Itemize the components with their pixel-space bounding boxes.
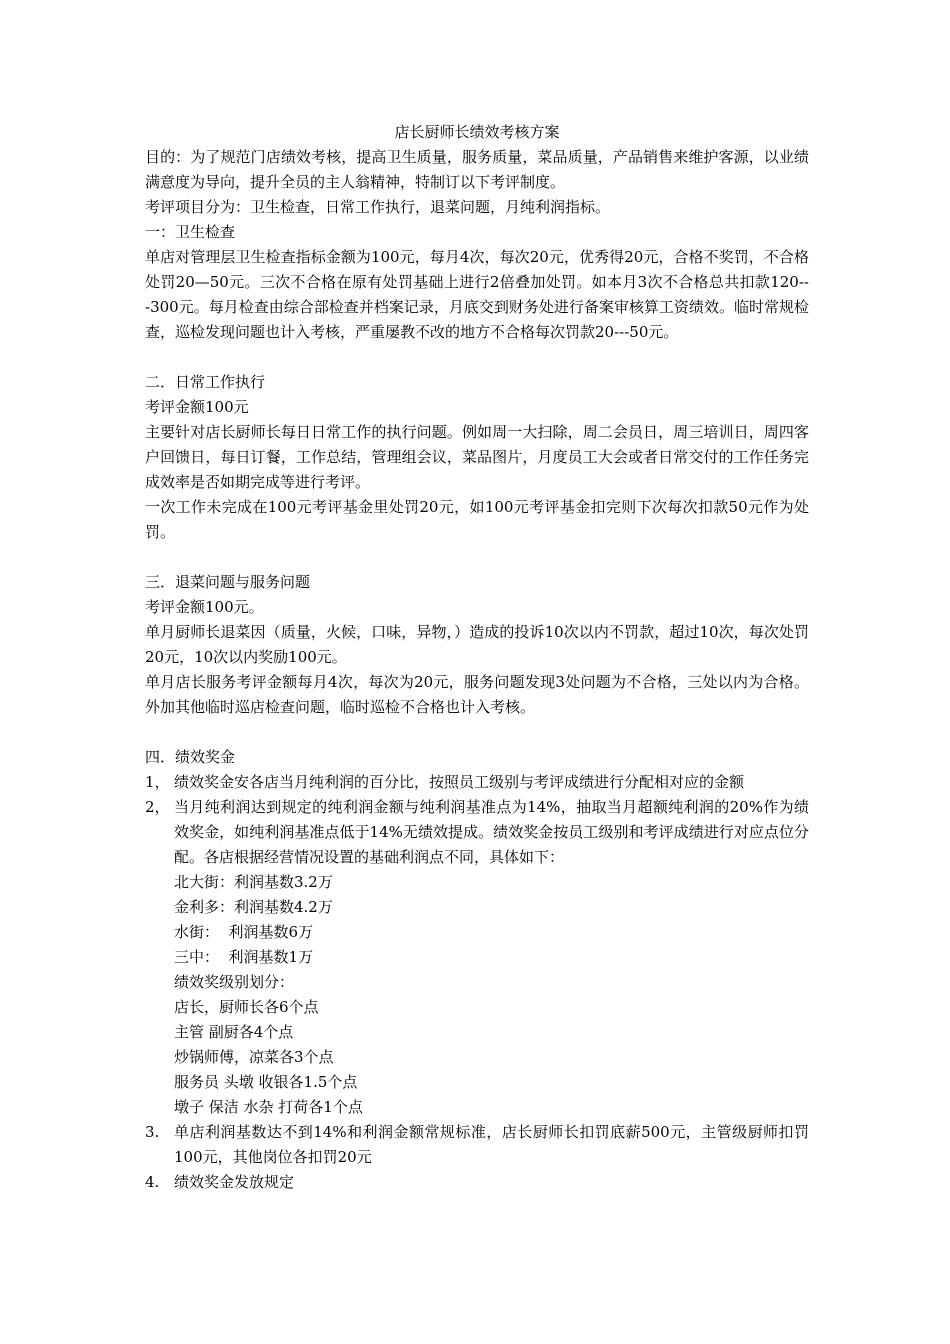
list-text: 当月纯利润达到规定的纯利润金额与纯利润基准点为14%，抽取当月超额纯利润的20%作为绩效奖金，如纯利润基准点低于14%无绩效提成。绩效奖金按员工级别和考评成绩进行对应点位分配。各店根据经营情况设置的基础利润点不同，具体如下：	[174, 798, 809, 866]
level-line: 主管 副厨各4个点	[174, 1023, 294, 1041]
section-2-heading: 二．日常工作执行	[145, 373, 266, 391]
store-line: 金利多：利润基数4.2万	[174, 898, 333, 916]
section-1-body: 单店对管理层卫生检查指标金额为100元，每月4次，每次20元，优秀得20元，合格不奖罚，不合格处罚20—50元。三次不合格在原有处罚基础上进行2倍叠加处罚。如本月3次不合格总共扣款120---300元。每月检查由综合部检查并档案记录，月底交到财务处进行备案审核算工资绩效。临时常规检查，巡检发现问题也计入考核，严重屡教不改的地方不合格每次罚款20---50元。	[145, 248, 809, 341]
level-line: 服务员 头墩 收银各1.5个点	[174, 1073, 358, 1091]
store-line: 水街： 利润基数6万	[174, 923, 314, 941]
list-text: 绩效奖金发放规定	[174, 1173, 295, 1191]
purpose-paragraph: 目的：为了规范门店绩效考核，提高卫生质量，服务质量，菜品质量，产品销售来维护客源，以业绩满意度为导向，提升全员的主人翁精神，特制订以下考评制度。	[145, 148, 809, 191]
section-2-body-1: 主要针对店长厨师长每日日常工作的执行问题。例如周一大扫除，周二会员日，周三培训日，周四客户回馈日，每日订餐，工作总结，管理组会议，菜品图片，月度员工大会或者日常交付的工作任务完成效率是否如期完成等进行考评。	[145, 423, 809, 491]
section-2-body-2: 一次工作未完成在100元考评基金里处罚20元，如100元考评基金扣完则下次每次扣款50元作为处罚。	[145, 498, 809, 541]
list-number: 3.	[145, 1123, 160, 1141]
spacer	[145, 545, 809, 570]
list-item	[145, 1120, 809, 1170]
document-title: 店长厨师长绩效考核方案	[394, 123, 560, 141]
list-number: 2，	[145, 798, 170, 816]
level-line: 店长，厨师长各6个点	[174, 998, 319, 1016]
level-line: 墩子 保洁 水杂 打荷各1个点	[174, 1098, 363, 1116]
section-3-heading: 三．退菜问题与服务问题	[145, 573, 311, 591]
list-text: 绩效奖金安各店当月纯利润的百分比，按照员工级别与考评成绩进行分配相对应的金额	[174, 773, 745, 791]
list-item	[145, 770, 809, 795]
section-4-heading: 四．绩效奖金	[145, 748, 236, 766]
document-body	[145, 120, 809, 1195]
list-item	[145, 795, 809, 870]
store-line: 三中： 利润基数1万	[174, 948, 314, 966]
store-line: 北大街：利润基数3.2万	[174, 873, 333, 891]
list-item	[145, 1170, 809, 1195]
section-1-heading: 一：卫生检查	[145, 223, 236, 241]
section-3-amount: 考评金额100元。	[145, 598, 264, 616]
section-2-amount: 考评金额100元	[145, 398, 249, 416]
list-text: 单店利润基数达不到14%和利润金额常规标准，店长厨师长扣罚底薪500元，主管级厨师扣罚100元，其他岗位各扣罚20元	[174, 1123, 809, 1166]
spacer	[145, 720, 809, 745]
section-3-body-2: 单月店长服务考评金额每月4次，每次为20元，服务问题发现3处问题为不合格，三处以内为合格。外加其他临时巡店检查问题，临时巡检不合格也计入考核。	[145, 673, 809, 716]
spacer	[145, 345, 809, 370]
items-paragraph: 考评项目分为：卫生检查，日常工作执行，退菜问题，月纯利润指标。	[145, 198, 611, 216]
level-line: 炒锅师傅，凉菜各3个点	[174, 1048, 334, 1066]
list-number: 1，	[145, 773, 170, 791]
levels-heading: 绩效奖级别划分：	[174, 973, 295, 991]
list-number: 4.	[145, 1173, 160, 1191]
section-3-body-1: 单月厨师长退菜因（质量，火候，口味，异物，）造成的投诉10次以内不罚款，超过10次，每次处罚20元，10次以内奖励100元。	[145, 623, 809, 666]
